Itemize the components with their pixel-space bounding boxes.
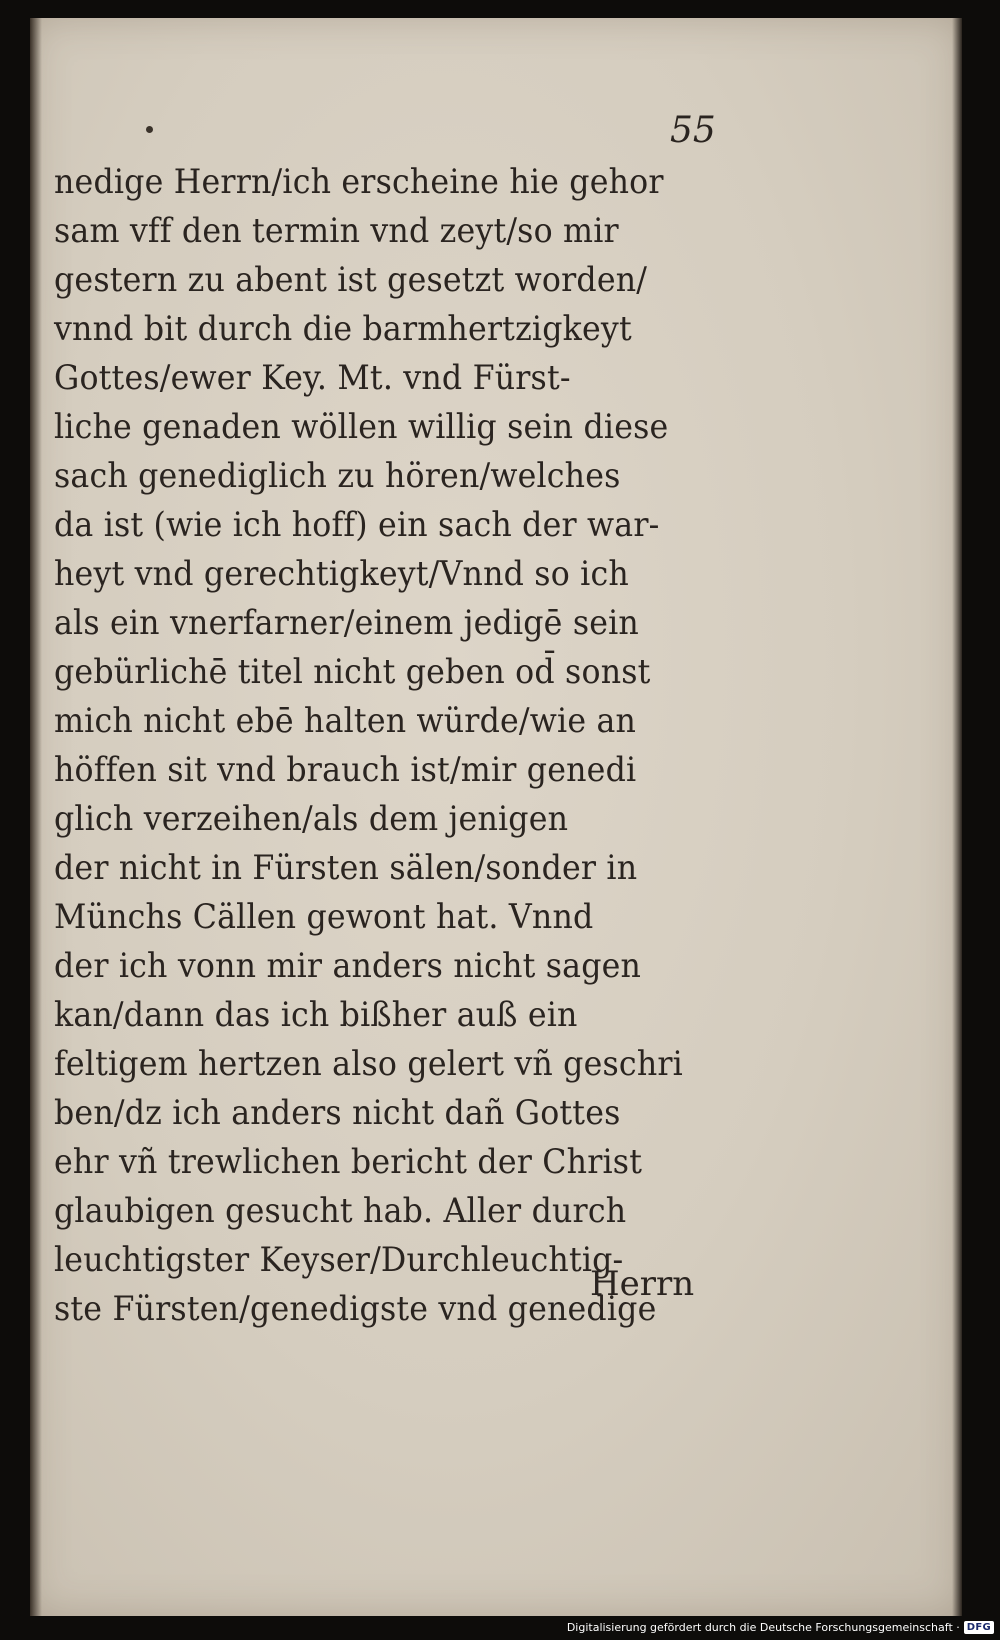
text-line: höffen sit vnd brauch ist/mir genedi — [54, 750, 637, 790]
page-edge-shadow — [952, 18, 962, 1616]
text-line: feltigem hertzen also gelert vñ geschri — [54, 1044, 683, 1084]
text-line: Münchs Cällen gewont hat. Vnnd — [54, 897, 594, 937]
text-line: ben/dz ich anders nicht dañ Gottes — [54, 1093, 621, 1133]
text-line: ste Fürsten/genedigste vnd genedige — [54, 1289, 657, 1329]
dfg-logo: DFG — [964, 1621, 994, 1634]
text-line: kan/dann das ich bißher auß ein — [54, 995, 578, 1035]
text-line: gestern zu abent ist gesetzt worden/ — [54, 260, 648, 300]
text-line: nedige Herrn/ich erscheine hie gehor — [54, 162, 664, 202]
text-line: ehr vñ trewlichen bericht der Christ — [54, 1142, 643, 1182]
text-line: glich verzeihen/als dem jenigen — [54, 799, 569, 839]
text-line: heyt vnd gerechtigkeyt/Vnnd so ich — [54, 554, 629, 594]
page-number: 55 — [670, 110, 716, 151]
body-text — [54, 158, 734, 1334]
text-line: Gottes/ewer Key. Mt. vnd Fürst- — [54, 358, 571, 398]
digitization-credit — [567, 1618, 994, 1636]
text-line: vnnd bit durch die barmhertzigkeyt — [54, 309, 632, 349]
text-line: gebürlichē titel nicht geben od̄ sonst — [54, 652, 651, 692]
catchword: Herrn — [590, 1264, 695, 1304]
text-line: der ich vonn mir anders nicht sagen — [54, 946, 642, 986]
text-line: als ein vnerfarner/einem jedigē sein — [54, 603, 639, 643]
credit-text: Digitalisierung gefördert durch die Deutsche Forschungsgemeinschaft · — [566, 1620, 960, 1634]
text-line: da ist (wie ich hoff) ein sach der war- — [54, 505, 660, 545]
text-line: sach genediglich zu hören/welches — [54, 456, 621, 496]
text-line: sam vff den termin vnd zeyt/so mir — [54, 211, 619, 251]
text-line: glaubigen gesucht hab. Aller durch — [54, 1191, 627, 1231]
page-gutter-shadow — [30, 18, 42, 1616]
text-line: liche genaden wöllen willig sein diese — [54, 407, 669, 447]
text-line: leuchtigster Keyser/Durchleuchtig- — [54, 1240, 624, 1280]
book-page — [30, 18, 962, 1616]
printer-mark — [146, 126, 153, 133]
text-line: mich nicht ebē halten würde/wie an — [54, 701, 637, 741]
text-line: der nicht in Fürsten sälen/sonder in — [54, 848, 638, 888]
